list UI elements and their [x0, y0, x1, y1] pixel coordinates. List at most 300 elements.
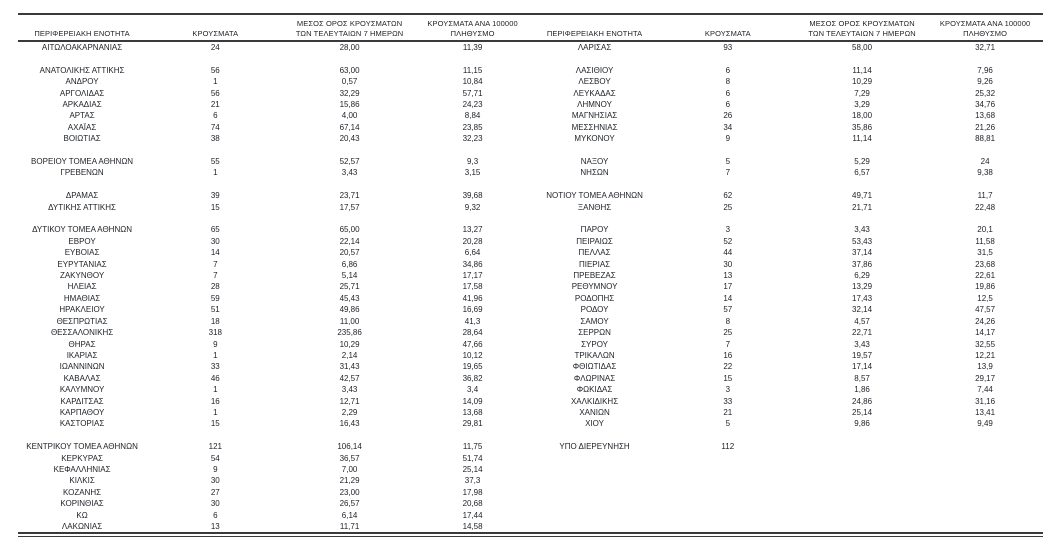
cell-cases: 3: [725, 225, 731, 235]
cell-region: ΚΟΡΙΝΘΙΑΣ: [60, 499, 104, 509]
cell-avg7: 19,57: [852, 350, 873, 360]
cell-avg7: [285, 179, 415, 190]
cell-per100k: 7,44: [977, 385, 993, 395]
cell-avg7: 7,00: [341, 464, 358, 474]
cell-region: ΚΑΒΑΛΑΣ: [63, 373, 101, 383]
cell-region: [530, 213, 658, 224]
cell-per100k: 29,17: [975, 373, 996, 383]
cell-per100k: 13,68: [462, 407, 483, 417]
cell-cases: 15: [210, 419, 220, 429]
regional-cases-report: [18, 13, 1043, 537]
header-per100k-right: [927, 15, 1043, 41]
cell-region: ΧΑΝΙΩΝ: [579, 407, 610, 417]
cell-per100k: [927, 487, 1043, 498]
cell-region: ΗΡΑΚΛΕΙΟΥ: [59, 305, 105, 315]
regional-units-table: [18, 15, 1043, 532]
cell-avg7: [797, 487, 927, 498]
cell-avg7: 52,57: [339, 157, 360, 167]
cell-cases: 24: [210, 43, 220, 52]
cell-per100k: [927, 453, 1043, 464]
cell-per100k: 39,68: [462, 191, 483, 201]
cell-cases: 27: [210, 487, 220, 497]
cell-region: ΡΕΘΥΜΝΟΥ: [571, 282, 618, 292]
cell-cases: 39: [210, 191, 220, 201]
header-per100k-left: [415, 15, 531, 41]
cell-cases: 7: [213, 259, 218, 269]
cell-cases: 1: [213, 350, 218, 360]
cell-region: [18, 179, 146, 190]
cell-region: ΛΗΜΝΟΥ: [577, 100, 612, 110]
cell-region: ΒΟΡΕΙΟΥ ΤΟΜΕΑ ΑΘΗΝΩΝ: [31, 157, 134, 167]
cell-cases: [146, 430, 284, 441]
cell-cases: 33: [723, 396, 733, 406]
cell-avg7: 11,00: [339, 316, 360, 326]
table-row: [18, 76, 1043, 87]
cell-cases: 121: [208, 442, 222, 452]
header-cases-left: [146, 15, 284, 41]
header-row: [18, 15, 1043, 41]
cell-per100k: 11,75: [462, 442, 483, 452]
cell-region: ΙΚΑΡΙΑΣ: [66, 350, 98, 360]
cell-per100k: 24,26: [975, 316, 996, 326]
cell-per100k: 22,48: [975, 202, 996, 212]
header-avg7-line1: ΜΕΣΟΣ ΟΡΟΣ ΚΡΟΥΣΜΑΤΩΝ: [296, 19, 403, 28]
cell-cases: 30: [723, 259, 733, 269]
cell-cases: 46: [210, 373, 220, 383]
cell-per100k: 51,74: [462, 453, 483, 463]
cell-region: ΑΡΤΑΣ: [69, 111, 95, 121]
cell-avg7: 1,86: [854, 385, 870, 395]
header-region-label: ΠΕΡΙΦΕΡΕΙΑΚΗ ΕΝΟΤΗΤΑ: [34, 28, 130, 38]
cell-avg7: 32,29: [339, 88, 360, 98]
cell-avg7: 37,14: [852, 248, 873, 258]
cell-per100k: 14,17: [975, 328, 996, 338]
cell-per100k: [927, 510, 1043, 521]
cell-cases: 16: [210, 396, 220, 406]
table-header: [18, 15, 1043, 41]
cell-cases: 34: [723, 122, 733, 132]
cell-region: ΝΑΞΟΥ: [580, 157, 609, 167]
table-row: [18, 259, 1043, 270]
cell-avg7: 49,86: [339, 305, 360, 315]
cell-per100k: 9,26: [977, 77, 993, 87]
cell-per100k: 11,7: [977, 191, 993, 201]
cell-region: ΓΡΕΒΕΝΩΝ: [60, 168, 104, 178]
cell-region: [18, 430, 146, 441]
cell-per100k: [415, 53, 531, 64]
cell-cases: 7: [213, 271, 218, 281]
cell-per100k: [927, 475, 1043, 486]
cell-region: [530, 510, 658, 521]
cell-region: ΔΡΑΜΑΣ: [65, 191, 99, 201]
cell-avg7: 25,71: [339, 282, 360, 292]
cell-region: [530, 53, 658, 64]
table-row: [18, 316, 1043, 327]
cell-avg7: 49,71: [852, 191, 873, 201]
cell-per100k: 25,32: [975, 88, 996, 98]
cell-avg7: [797, 213, 927, 224]
cell-per100k: [927, 441, 1043, 452]
cell-region: [530, 179, 658, 190]
cell-avg7: 12,71: [339, 396, 360, 406]
cell-avg7: 7,29: [854, 88, 870, 98]
cell-cases: [146, 53, 284, 64]
cell-avg7: 45,43: [339, 293, 360, 303]
cell-region: ΜΥΚΟΝΟΥ: [574, 134, 615, 144]
cell-cases: [659, 510, 797, 521]
cell-per100k: 88,81: [975, 134, 996, 144]
cell-region: ΑΡΚΑΔΙΑΣ: [62, 100, 102, 110]
cell-per100k: 17,58: [462, 282, 483, 292]
cell-region: ΠΙΕΡΙΑΣ: [578, 259, 611, 269]
cell-per100k: 7,96: [977, 65, 993, 75]
table-row: [18, 224, 1043, 235]
cell-avg7: [285, 145, 415, 156]
cell-cases: 7: [725, 339, 731, 349]
spacer-row: [18, 179, 1043, 190]
header-avg7-line1: ΜΕΣΟΣ ΟΡΟΣ ΚΡΟΥΣΜΑΤΩΝ: [809, 19, 915, 28]
cell-avg7: 25,14: [852, 407, 873, 417]
cell-region: ΠΕΛΛΑΣ: [578, 248, 611, 258]
cell-avg7: [797, 430, 927, 441]
cell-region: ΚΑΡΔΙΤΣΑΣ: [60, 396, 104, 406]
cell-cases: 8: [725, 77, 731, 87]
cell-per100k: 11,58: [975, 236, 995, 246]
cell-cases: 8: [725, 316, 731, 326]
cell-cases: [659, 464, 797, 475]
cell-per100k: 10,84: [462, 77, 483, 87]
cell-per100k: 8,84: [464, 111, 481, 121]
cell-avg7: 58,00: [852, 43, 873, 52]
cell-per100k: 23,68: [975, 259, 996, 269]
cell-per100k: 13,68: [975, 111, 996, 121]
cell-region: ΒΟΙΩΤΙΑΣ: [63, 134, 101, 144]
cell-avg7: [285, 213, 415, 224]
cell-cases: 5: [725, 419, 731, 429]
cell-cases: 21: [210, 100, 220, 110]
cell-region: ΔΥΤΙΚΟΥ ΤΟΜΕΑ ΑΘΗΝΩΝ: [32, 225, 132, 235]
cell-cases: 14: [210, 248, 220, 258]
cell-cases: [659, 213, 797, 224]
cell-region: ΝΗΣΩΝ: [580, 168, 609, 178]
cell-region: ΠΑΡΟΥ: [580, 225, 609, 235]
table-row: [18, 133, 1043, 144]
cell-per100k: 3,4: [467, 385, 479, 395]
cell-region: ΚΕΦΑΛΛΗΝΙΑΣ: [53, 464, 111, 474]
cell-avg7: 22,71: [852, 328, 873, 338]
cell-region: [530, 430, 658, 441]
cell-region: ΥΠΟ ΔΙΕΡΕΥΝΗΣΗ: [559, 442, 630, 452]
cell-cases: [659, 430, 797, 441]
cell-per100k: 17,44: [462, 510, 483, 520]
cell-per100k: 34,86: [462, 259, 483, 269]
cell-region: ΣΕΡΡΩΝ: [578, 328, 611, 338]
cell-region: ΗΛΕΙΑΣ: [67, 282, 97, 292]
cell-avg7: 65,00: [339, 225, 360, 235]
cell-cases: 6: [725, 100, 731, 110]
cell-region: ΚΩ: [76, 510, 88, 520]
cell-region: ΑΧΑΪΑΣ: [67, 122, 97, 132]
cell-per100k: 11,39: [462, 43, 483, 52]
cell-per100k: 13,9: [977, 362, 993, 372]
cell-region: ΦΘΙΩΤΙΔΑΣ: [572, 362, 617, 372]
cell-region: ΡΟΔΟΠΗΣ: [574, 293, 615, 303]
cell-region: ΞΑΝΘΗΣ: [577, 202, 612, 212]
cell-avg7: 6,86: [341, 259, 358, 269]
cell-per100k: 23,85: [462, 122, 483, 132]
cell-region: ΤΡΙΚΑΛΩΝ: [574, 350, 615, 360]
cell-per100k: 32,55: [975, 339, 996, 349]
cell-region: ΚΕΝΤΡΙΚΟΥ ΤΟΜΕΑ ΑΘΗΝΩΝ: [26, 442, 138, 452]
cell-cases: 5: [725, 157, 731, 167]
cell-region: ΚΑΛΥΜΝΟΥ: [59, 385, 105, 395]
cell-cases: [146, 145, 284, 156]
cell-cases: [146, 179, 284, 190]
cell-cases: 6: [725, 88, 731, 98]
cell-avg7: 11,14: [852, 134, 872, 144]
cell-region: ΧΙΟΥ: [585, 419, 604, 429]
table-row: [18, 407, 1043, 418]
cell-per100k: 32,71: [975, 43, 996, 52]
cell-avg7: 8,57: [854, 373, 870, 383]
cell-cases: 13: [723, 271, 733, 281]
table-row: [18, 510, 1043, 521]
cell-per100k: 9,38: [977, 168, 993, 178]
cell-per100k: [415, 145, 531, 156]
cell-per100k: 41,96: [462, 293, 483, 303]
table-row: [18, 190, 1043, 201]
cell-cases: 57: [723, 305, 733, 315]
cell-per100k: [927, 498, 1043, 509]
cell-cases: 9: [213, 464, 218, 474]
cell-avg7: 5,29: [854, 157, 870, 167]
cell-cases: [659, 453, 797, 464]
cell-region: [530, 521, 658, 532]
cell-avg7: 28,00: [339, 43, 360, 52]
cell-per100k: 34,76: [975, 100, 996, 110]
cell-per100k: 20,68: [462, 499, 483, 509]
cell-per100k: [927, 179, 1043, 190]
cell-region: ΔΥΤΙΚΗΣ ΑΤΤΙΚΗΣ: [48, 202, 116, 212]
header-per100k-line1: ΚΡΟΥΣΜΑΤΑ ΑΝΑ 100000: [939, 19, 1031, 28]
spacer-row: [18, 53, 1043, 64]
cell-region: ΜΕΣΣΗΝΙΑΣ: [571, 122, 618, 132]
cell-avg7: 21,71: [852, 202, 873, 212]
cell-avg7: 31,43: [339, 362, 360, 372]
cell-avg7: 11,71: [339, 521, 360, 531]
cell-region: ΕΥΡΥΤΑΝΙΑΣ: [57, 259, 107, 269]
cell-per100k: 29,81: [462, 419, 483, 429]
cell-avg7: 36,57: [339, 453, 360, 463]
table-body: [18, 41, 1043, 532]
cell-per100k: [927, 213, 1043, 224]
cell-avg7: 3,29: [854, 100, 870, 110]
cell-region: ΑΝΔΡΟΥ: [65, 77, 99, 87]
cell-region: ΡΟΔΟΥ: [580, 305, 609, 315]
cell-region: ΛΕΣΒΟΥ: [578, 77, 611, 87]
table-row: [18, 99, 1043, 110]
cell-cases: 55: [210, 157, 220, 167]
cell-per100k: 16,69: [462, 305, 483, 315]
table-row: [18, 475, 1043, 486]
table-row: [18, 202, 1043, 213]
cell-per100k: 37,3: [464, 476, 481, 486]
table-row: [18, 418, 1043, 429]
cell-avg7: 4,00: [341, 111, 358, 121]
cell-region: ΛΑΡΙΣΑΣ: [577, 43, 612, 52]
cell-cases: 22: [723, 362, 733, 372]
cell-per100k: 11,15: [462, 65, 483, 75]
cell-avg7: 63,00: [339, 65, 360, 75]
cell-region: ΚΙΛΚΙΣ: [69, 476, 95, 486]
table-row: [18, 304, 1043, 315]
cell-region: [18, 213, 146, 224]
cell-avg7: [797, 145, 927, 156]
cell-avg7: 3,43: [341, 168, 358, 178]
cell-region: [530, 464, 658, 475]
cell-avg7: 235,86: [337, 328, 362, 338]
cell-region: ΛΑΚΩΝΙΑΣ: [61, 521, 103, 531]
cell-cases: [146, 213, 284, 224]
cell-cases: 9: [213, 339, 218, 349]
cell-region: ΑΝΑΤΟΛΙΚΗΣ ΑΤΤΙΚΗΣ: [39, 65, 125, 75]
cell-per100k: 57,71: [462, 88, 483, 98]
cell-avg7: 10,29: [852, 77, 873, 87]
cell-per100k: [415, 179, 531, 190]
header-cases-right: [659, 15, 797, 41]
cell-per100k: [927, 53, 1043, 64]
cell-cases: 112: [721, 442, 735, 452]
cell-avg7: 9,86: [854, 419, 870, 429]
cell-avg7: 23,71: [339, 191, 360, 201]
cell-avg7: 3,43: [854, 225, 870, 235]
cell-per100k: 31,5: [977, 248, 993, 258]
cell-cases: 6: [725, 65, 731, 75]
header-per100k-line2: ΠΛΗΘΥΣΜΟ: [450, 28, 495, 38]
cell-avg7: 21,29: [339, 476, 360, 486]
cell-avg7: [797, 464, 927, 475]
cell-per100k: 17,17: [462, 271, 483, 281]
cell-cases: 1: [213, 77, 218, 87]
cell-cases: 13: [210, 521, 220, 531]
cell-cases: 74: [210, 122, 220, 132]
cell-per100k: 6,64: [464, 248, 481, 258]
cell-cases: 30: [210, 476, 220, 486]
cell-cases: 54: [210, 453, 220, 463]
table-row: [18, 453, 1043, 464]
cell-avg7: 23,00: [339, 487, 360, 497]
cell-per100k: 13,27: [462, 225, 483, 235]
cell-cases: 3: [725, 385, 731, 395]
cell-per100k: 14,58: [462, 521, 483, 531]
table-row: [18, 361, 1043, 372]
spacer-row: [18, 430, 1043, 441]
cell-avg7: 42,57: [339, 373, 360, 383]
cell-avg7: 2,29: [341, 407, 358, 417]
table-row: [18, 156, 1043, 167]
cell-per100k: 36,82: [462, 373, 483, 383]
cell-avg7: 10,29: [339, 339, 360, 349]
cell-avg7: 67,14: [339, 122, 360, 132]
cell-avg7: 5,14: [341, 271, 358, 281]
header-region-left: [18, 15, 146, 41]
cell-per100k: 31,16: [975, 396, 996, 406]
header-region-label: ΠΕΡΙΦΕΡΕΙΑΚΗ ΕΝΟΤΗΤΑ: [546, 28, 643, 38]
cell-cases: [659, 179, 797, 190]
cell-cases: 56: [210, 88, 220, 98]
cell-cases: 59: [210, 293, 220, 303]
cell-cases: [659, 145, 797, 156]
cell-cases: 15: [210, 202, 220, 212]
header-per100k-line1: ΚΡΟΥΣΜΑΤΑ ΑΝΑ 100000: [427, 19, 518, 28]
cell-region: ΚΑΡΠΑΘΟΥ: [59, 407, 105, 417]
cell-cases: 62: [723, 191, 733, 201]
cell-cases: 26: [723, 111, 733, 121]
cell-cases: 17: [723, 282, 733, 292]
header-avg7-left: [285, 15, 415, 41]
table-row: [18, 122, 1043, 133]
cell-region: ΜΑΓΝΗΣΙΑΣ: [571, 111, 618, 121]
cell-region: ΠΕΙΡΑΙΩΣ: [576, 236, 613, 246]
cell-avg7: [285, 430, 415, 441]
cell-per100k: 41,3: [464, 316, 481, 326]
cell-avg7: [797, 475, 927, 486]
cell-region: [530, 498, 658, 509]
cell-cases: [659, 498, 797, 509]
cell-avg7: 22,14: [339, 236, 360, 246]
cell-region: ΘΕΣΣΑΛΟΝΙΚΗΣ: [50, 328, 114, 338]
cell-avg7: 3,43: [341, 385, 358, 395]
cell-avg7: 24,86: [852, 396, 873, 406]
cell-cases: 38: [210, 134, 220, 144]
table-row: [18, 521, 1043, 532]
cell-region: ΕΥΒΟΙΑΣ: [64, 248, 100, 258]
table-row: [18, 41, 1043, 53]
cell-region: ΗΜΑΘΙΑΣ: [63, 293, 101, 303]
cell-cases: 6: [213, 510, 218, 520]
cell-per100k: [927, 521, 1043, 532]
cell-cases: 21: [723, 407, 733, 417]
cell-per100k: 17,98: [462, 487, 483, 497]
cell-avg7: 20,57: [339, 248, 360, 258]
cell-per100k: 19,65: [462, 362, 483, 372]
cell-avg7: [797, 441, 927, 452]
table-row: [18, 236, 1043, 247]
header-per100k-line2: ΠΛΗΘΥΣΜΟ: [963, 28, 1008, 38]
table-row: [18, 270, 1043, 281]
cell-cases: 93: [723, 43, 733, 52]
cell-cases: 56: [210, 65, 220, 75]
cell-avg7: 2,14: [341, 350, 358, 360]
table-row: [18, 167, 1043, 178]
cell-region: [18, 145, 146, 156]
cell-region: ΘΕΣΠΡΩΤΙΑΣ: [56, 316, 108, 326]
cell-avg7: [797, 521, 927, 532]
cell-cases: 1: [213, 168, 218, 178]
cell-cases: 30: [210, 499, 220, 509]
header-avg7-line2: ΤΩΝ ΤΕΛΕΥΤΑΙΩΝ 7 ΗΜΕΡΩΝ: [295, 28, 404, 38]
cell-cases: 16: [723, 350, 733, 360]
table-row: [18, 498, 1043, 509]
cell-region: ΕΒΡΟΥ: [68, 236, 96, 246]
header-cases-label: ΚΡΟΥΣΜΑΤΑ: [704, 28, 751, 38]
spacer-row: [18, 213, 1043, 224]
cell-avg7: 35,86: [852, 122, 873, 132]
cell-cases: 25: [723, 202, 733, 212]
table-row: [18, 396, 1043, 407]
cell-per100k: 9,32: [464, 202, 481, 212]
cell-cases: 52: [723, 236, 733, 246]
